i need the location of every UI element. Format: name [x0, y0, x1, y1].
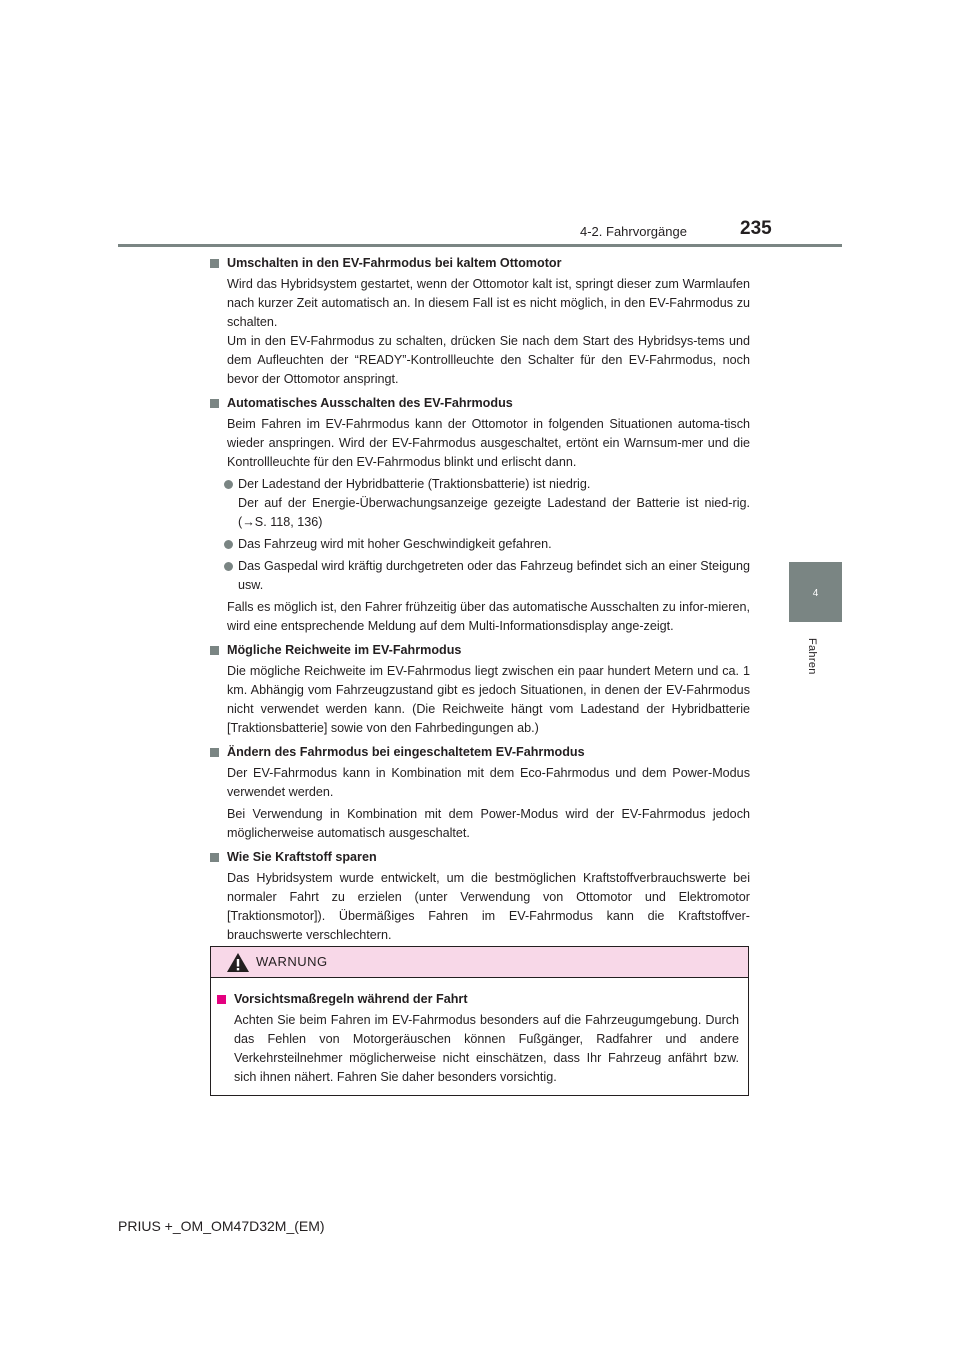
header-section-title: 4-2. Fahrvorgänge: [580, 224, 687, 239]
paragraph: Beim Fahren im EV-Fahrmodus kann der Ottomotor in folgenden Situationen automa-tisch wieder anspringen. Wird der EV-Fahrmodus ausgeschaltet, ertönt ein Warnsum-mer und die Kontrollleuchte für den EV-Fahrmodus blinkt und erlischt dann.: [227, 417, 750, 469]
list-item-text: Das Fahrzeug wird mit hoher Geschwindigkeit gefahren.: [238, 537, 552, 551]
round-bullet-icon: [224, 562, 233, 571]
section-ev-auto-off: [210, 394, 750, 636]
warning-heading: [217, 990, 739, 1009]
section-heading: [210, 743, 750, 762]
list-item-text: Der Ladestand der Hybridbatterie (Traktionsbatterie) ist niedrig.: [238, 477, 591, 491]
list-item: [210, 475, 750, 532]
list-item: [210, 535, 750, 554]
list-item-text: Der auf der Energie-Überwachungsanzeige gezeigte Ladestand der Batterie ist nied-rig. (: [238, 496, 750, 529]
paragraph: Die mögliche Reichweite im EV-Fahrmodus liegt zwischen ein paar hundert Metern und ca. 1 km. Abhängig vom Fahrzeugzustand gibt es jedoch Situationen, in denen der EV-Fahrmodus nicht verwendet werden kann. (Die Reichweite hängt vom Ladestand der Hybridbatterie [Traktionsbatterie] sowie von den Fahrbedingungen ab.): [227, 664, 750, 735]
section-change-drive-mode: [210, 743, 750, 843]
square-bullet-icon: [210, 646, 219, 655]
section-heading: [210, 641, 750, 660]
paragraph: Falls es möglich ist, den Fahrer frühzeitig über das automatische Ausschalten zu infor-mieren, wird eine entsprechende Meldung auf dem Multi-Informationsdisplay ange-zeigt.: [227, 600, 750, 633]
chapter-tab-number: 4: [812, 588, 819, 599]
warning-triangle-icon: [226, 952, 250, 973]
square-bullet-icon: [210, 259, 219, 268]
paragraph: Das Hybridsystem wurde entwickelt, um die bestmöglichen Kraftstoffverbrauchswerte bei normaler Fahrt zu erzielen (unter Verwendung von Ottomotor und Elektromotor [Traktionsmotor]). Übermäßiges Fahren im EV-Fahrmodus kann die Kraftstoffver-brauchswerte verschlechtern.: [227, 871, 750, 942]
section-heading: [210, 254, 750, 273]
warning-box: [210, 946, 749, 1096]
section-heading: [210, 394, 750, 413]
section-ev-cold-engine: [210, 254, 750, 389]
paragraph: Bei Verwendung in Kombination mit dem Power-Modus wird der EV-Fahrmodus jedoch möglicherweise automatisch ausgeschaltet.: [227, 807, 750, 840]
warning-body: [211, 978, 748, 1087]
section-save-fuel: [210, 848, 750, 945]
main-content: [210, 254, 750, 950]
paragraph: Wird das Hybridsystem gestartet, wenn der Ottomotor kalt ist, springt dieser zum Warmlaufen nach kurzer Zeit automatisch an. In diesem Fall ist es nicht möglich, in den EV-Fahrmodus zu schalten.: [227, 277, 750, 329]
square-bullet-icon: [210, 748, 219, 757]
section-heading-text: Umschalten in den EV-Fahrmodus bei kaltem Ottomotor: [227, 256, 562, 270]
chapter-tab: [789, 562, 842, 622]
section-heading: [210, 848, 750, 867]
header-rule: [118, 244, 842, 247]
section-heading-text: Wie Sie Kraftstoff sparen: [227, 850, 377, 864]
warning-header: [211, 947, 748, 978]
round-bullet-icon: [224, 540, 233, 549]
square-bullet-icon: [210, 853, 219, 862]
warning-heading-text: Vorsichtsmaßregeln während der Fahrt: [234, 992, 468, 1006]
footer-document-code: PRIUS +_OM_OM47D32M_(EM): [118, 1218, 325, 1234]
paragraph: Um in den EV-Fahrmodus zu schalten, drücken Sie nach dem Start des Hybridsys-tems und dem Aufleuchten der “READY”-Kontrollleuchte den Schalter für den EV-Fahrmodus, noch bevor der Ottomotor anspringt.: [227, 334, 750, 386]
list-item-text: Das Gaspedal wird kräftig durchgetreten oder das Fahrzeug befindet sich an einer Steigung usw.: [238, 559, 750, 592]
page-number: 235: [740, 218, 772, 239]
square-bullet-icon: [217, 995, 226, 1004]
square-bullet-icon: [210, 399, 219, 408]
list-item-text: [238, 494, 750, 532]
warning-text: Achten Sie beim Fahren im EV-Fahrmodus besonders auf die Fahrzeugumgebung. Durch das Fehlen von Motorgeräuschen können Fußgänger, Radfahrer und andere Verkehrsteilnehmer möglicherweise nicht einschätzen, dass Ihr Fahrzeug anfährt bzw. sich ihnen nähert. Fahren Sie daher besonders vorsichtig.: [234, 1013, 739, 1084]
paragraph: Der EV-Fahrmodus kann in Kombination mit dem Eco-Fahrmodus und dem Power-Modus verwendet werden.: [227, 766, 750, 799]
section-heading-text: Automatisches Ausschalten des EV-Fahrmodus: [227, 396, 513, 410]
section-heading-text: Mögliche Reichweite im EV-Fahrmodus: [227, 643, 462, 657]
section-ev-range: [210, 641, 750, 738]
section-heading-text: Ändern des Fahrmodus bei eingeschaltetem EV-Fahrmodus: [227, 745, 585, 759]
page-reference: S. 118, 136): [254, 515, 323, 529]
warning-title: WARNUNG: [256, 954, 328, 969]
chapter-tab-label: Fahren: [806, 638, 818, 675]
round-bullet-icon: [224, 480, 233, 489]
list-item: [210, 557, 750, 595]
arrow-icon: →: [242, 515, 255, 529]
